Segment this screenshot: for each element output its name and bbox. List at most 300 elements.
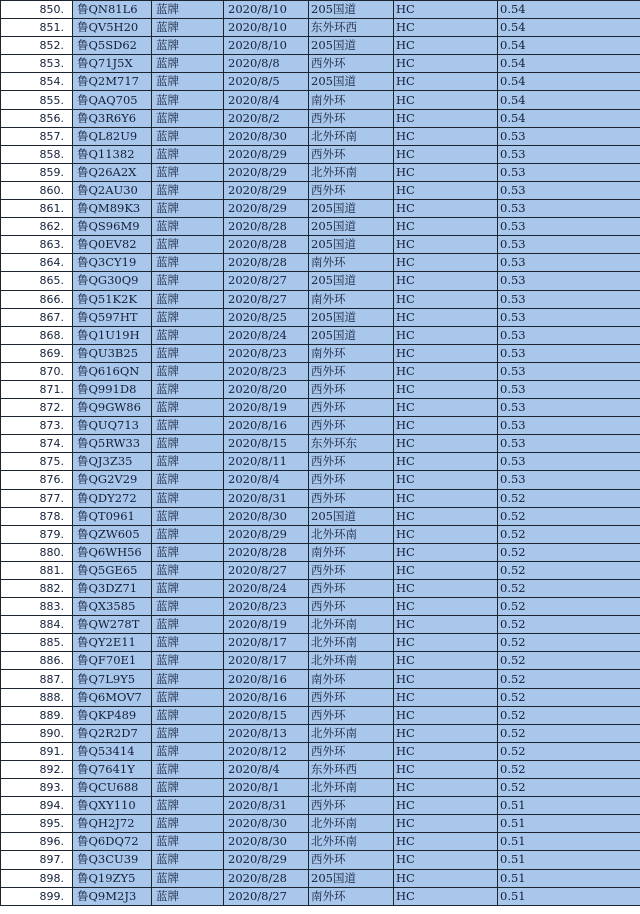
row-number-cell: 854. [1, 73, 73, 91]
row-number-cell: 874. [1, 435, 73, 453]
table-row [1, 362, 640, 380]
location-cell: 南外环 [309, 670, 394, 688]
plate-color-cell: 蓝牌 [152, 91, 224, 109]
measured-value-cell: 0.52 [498, 706, 640, 724]
record-date-cell: 2020/8/17 [224, 634, 309, 652]
pollutant-cell: HC [394, 73, 498, 91]
plate-number-cell: 鲁Q1U19H [73, 326, 152, 344]
measured-value-cell: 0.51 [498, 851, 640, 869]
pollutant-cell: HC [394, 272, 498, 290]
record-date-cell: 2020/8/10 [224, 1, 309, 19]
row-number-cell: 888. [1, 688, 73, 706]
table-row [1, 1, 640, 19]
table-row [1, 887, 640, 905]
table-row [1, 163, 640, 181]
plate-number-cell: 鲁QDY272 [73, 489, 152, 507]
measured-value-cell: 0.52 [498, 652, 640, 670]
measured-value-cell: 0.52 [498, 688, 640, 706]
record-date-cell: 2020/8/25 [224, 308, 309, 326]
measured-value-cell: 0.52 [498, 670, 640, 688]
pollutant-cell: HC [394, 580, 498, 598]
table-row [1, 37, 640, 55]
record-date-cell: 2020/8/27 [224, 561, 309, 579]
plate-number-cell: 鲁Q2AU30 [73, 181, 152, 199]
plate-color-cell: 蓝牌 [152, 109, 224, 127]
plate-number-cell: 鲁QT0961 [73, 507, 152, 525]
row-number-cell: 881. [1, 561, 73, 579]
location-cell: 北外环南 [309, 815, 394, 833]
table-row [1, 236, 640, 254]
location-cell: 205国道 [309, 326, 394, 344]
row-number-cell: 866. [1, 290, 73, 308]
location-cell: 北外环南 [309, 163, 394, 181]
plate-number-cell: 鲁Q3CU39 [73, 851, 152, 869]
location-cell: 南外环 [309, 344, 394, 362]
plate-color-cell: 蓝牌 [152, 127, 224, 145]
plate-color-cell: 蓝牌 [152, 670, 224, 688]
plate-number-cell: 鲁Q6DQ72 [73, 833, 152, 851]
record-date-cell: 2020/8/4 [224, 91, 309, 109]
pollutant-cell: HC [394, 833, 498, 851]
record-date-cell: 2020/8/30 [224, 127, 309, 145]
measured-value-cell: 0.54 [498, 1, 640, 19]
plate-color-cell: 蓝牌 [152, 417, 224, 435]
table-row [1, 417, 640, 435]
plate-number-cell: 鲁QF70E1 [73, 652, 152, 670]
table-row [1, 308, 640, 326]
plate-color-cell: 蓝牌 [152, 779, 224, 797]
pollutant-cell: HC [394, 344, 498, 362]
measured-value-cell: 0.53 [498, 127, 640, 145]
record-date-cell: 2020/8/29 [224, 163, 309, 181]
row-number-cell: 887. [1, 670, 73, 688]
plate-color-cell: 蓝牌 [152, 887, 224, 905]
location-cell: 西外环 [309, 471, 394, 489]
table-row [1, 453, 640, 471]
record-date-cell: 2020/8/16 [224, 670, 309, 688]
measured-value-cell: 0.53 [498, 236, 640, 254]
pollutant-cell: HC [394, 145, 498, 163]
pollutant-cell: HC [394, 851, 498, 869]
measured-value-cell: 0.52 [498, 598, 640, 616]
measured-value-cell: 0.53 [498, 181, 640, 199]
plate-color-cell: 蓝牌 [152, 73, 224, 91]
pollutant-cell: HC [394, 435, 498, 453]
table-row [1, 598, 640, 616]
measured-value-cell: 0.51 [498, 869, 640, 887]
record-date-cell: 2020/8/24 [224, 326, 309, 344]
row-number-cell: 853. [1, 55, 73, 73]
table-row [1, 561, 640, 579]
plate-number-cell: 鲁QG2V29 [73, 471, 152, 489]
pollutant-cell: HC [394, 109, 498, 127]
record-date-cell: 2020/8/28 [224, 543, 309, 561]
table-row [1, 200, 640, 218]
plate-color-cell: 蓝牌 [152, 507, 224, 525]
pollutant-cell: HC [394, 399, 498, 417]
plate-color-cell: 蓝牌 [152, 326, 224, 344]
table-row [1, 634, 640, 652]
measured-value-cell: 0.53 [498, 344, 640, 362]
location-cell: 205国道 [309, 308, 394, 326]
measured-value-cell: 0.53 [498, 200, 640, 218]
record-date-cell: 2020/8/27 [224, 887, 309, 905]
measured-value-cell: 0.53 [498, 326, 640, 344]
table-row [1, 55, 640, 73]
location-cell: 西外环 [309, 688, 394, 706]
row-number-cell: 857. [1, 127, 73, 145]
record-date-cell: 2020/8/16 [224, 688, 309, 706]
location-cell: 北外环南 [309, 779, 394, 797]
table-row [1, 145, 640, 163]
location-cell: 西外环 [309, 109, 394, 127]
location-cell: 东外环西 [309, 19, 394, 37]
row-number-cell: 889. [1, 706, 73, 724]
plate-number-cell: 鲁Q616QN [73, 362, 152, 380]
table-row [1, 435, 640, 453]
pollutant-cell: HC [394, 91, 498, 109]
measured-value-cell: 0.52 [498, 779, 640, 797]
measured-value-cell: 0.53 [498, 453, 640, 471]
measured-value-cell: 0.53 [498, 471, 640, 489]
location-cell: 西外环 [309, 598, 394, 616]
plate-number-cell: 鲁Q597HT [73, 308, 152, 326]
plate-color-cell: 蓝牌 [152, 706, 224, 724]
table-row [1, 724, 640, 742]
measured-value-cell: 0.53 [498, 362, 640, 380]
pollutant-cell: HC [394, 55, 498, 73]
row-number-cell: 872. [1, 399, 73, 417]
plate-color-cell: 蓝牌 [152, 688, 224, 706]
plate-number-cell: 鲁QW278T [73, 616, 152, 634]
plate-color-cell: 蓝牌 [152, 163, 224, 181]
plate-color-cell: 蓝牌 [152, 453, 224, 471]
table-row [1, 525, 640, 543]
location-cell: 西外环 [309, 742, 394, 760]
row-number-cell: 878. [1, 507, 73, 525]
measured-value-cell: 0.54 [498, 37, 640, 55]
pollutant-cell: HC [394, 254, 498, 272]
location-cell: 西外环 [309, 362, 394, 380]
table-row [1, 109, 640, 127]
measured-value-cell: 0.54 [498, 109, 640, 127]
plate-number-cell: 鲁QU3B25 [73, 344, 152, 362]
record-date-cell: 2020/8/31 [224, 489, 309, 507]
plate-color-cell: 蓝牌 [152, 815, 224, 833]
plate-color-cell: 蓝牌 [152, 435, 224, 453]
measured-value-cell: 0.51 [498, 887, 640, 905]
row-number-cell: 862. [1, 218, 73, 236]
location-cell: 西外环 [309, 55, 394, 73]
plate-color-cell: 蓝牌 [152, 55, 224, 73]
table-row [1, 580, 640, 598]
measured-value-cell: 0.53 [498, 218, 640, 236]
row-number-cell: 855. [1, 91, 73, 109]
location-cell: 205国道 [309, 869, 394, 887]
measured-value-cell: 0.52 [498, 489, 640, 507]
record-date-cell: 2020/8/29 [224, 181, 309, 199]
row-number-cell: 856. [1, 109, 73, 127]
measured-value-cell: 0.51 [498, 797, 640, 815]
table-row [1, 127, 640, 145]
plate-color-cell: 蓝牌 [152, 200, 224, 218]
table-row [1, 73, 640, 91]
plate-number-cell: 鲁Q7L9Y5 [73, 670, 152, 688]
plate-color-cell: 蓝牌 [152, 561, 224, 579]
record-date-cell: 2020/8/27 [224, 290, 309, 308]
row-number-cell: 879. [1, 525, 73, 543]
location-cell: 北外环南 [309, 724, 394, 742]
plate-color-cell: 蓝牌 [152, 851, 224, 869]
measured-value-cell: 0.53 [498, 254, 640, 272]
location-cell: 西外环 [309, 489, 394, 507]
plate-color-cell: 蓝牌 [152, 181, 224, 199]
location-cell: 南外环 [309, 290, 394, 308]
record-date-cell: 2020/8/8 [224, 55, 309, 73]
plate-number-cell: 鲁Q11382 [73, 145, 152, 163]
record-date-cell: 2020/8/30 [224, 815, 309, 833]
plate-color-cell: 蓝牌 [152, 797, 224, 815]
plate-color-cell: 蓝牌 [152, 869, 224, 887]
row-number-cell: 868. [1, 326, 73, 344]
table-row [1, 471, 640, 489]
table-row [1, 815, 640, 833]
location-cell: 西外环 [309, 561, 394, 579]
plate-color-cell: 蓝牌 [152, 145, 224, 163]
plate-number-cell: 鲁Q6MOV7 [73, 688, 152, 706]
row-number-cell: 892. [1, 760, 73, 778]
plate-number-cell: 鲁Q3CY19 [73, 254, 152, 272]
plate-number-cell: 鲁Q3DZ71 [73, 580, 152, 598]
plate-color-cell: 蓝牌 [152, 218, 224, 236]
plate-color-cell: 蓝牌 [152, 543, 224, 561]
location-cell: 西外环 [309, 181, 394, 199]
plate-number-cell: 鲁Q53414 [73, 742, 152, 760]
row-number-cell: 867. [1, 308, 73, 326]
pollutant-cell: HC [394, 417, 498, 435]
plate-color-cell: 蓝牌 [152, 724, 224, 742]
measured-value-cell: 0.52 [498, 742, 640, 760]
pollutant-cell: HC [394, 525, 498, 543]
plate-number-cell: 鲁QZW605 [73, 525, 152, 543]
plate-number-cell: 鲁QX3585 [73, 598, 152, 616]
measured-value-cell: 0.53 [498, 163, 640, 181]
row-number-cell: 859. [1, 163, 73, 181]
pollutant-cell: HC [394, 326, 498, 344]
row-number-cell: 890. [1, 724, 73, 742]
record-date-cell: 2020/8/28 [224, 254, 309, 272]
record-date-cell: 2020/8/30 [224, 507, 309, 525]
table-row [1, 181, 640, 199]
pollutant-cell: HC [394, 453, 498, 471]
location-cell: 南外环 [309, 91, 394, 109]
record-date-cell: 2020/8/2 [224, 109, 309, 127]
plate-number-cell: 鲁Q9GW86 [73, 399, 152, 417]
row-number-cell: 875. [1, 453, 73, 471]
plate-color-cell: 蓝牌 [152, 1, 224, 19]
record-date-cell: 2020/8/27 [224, 272, 309, 290]
pollutant-cell: HC [394, 236, 498, 254]
plate-color-cell: 蓝牌 [152, 380, 224, 398]
measured-value-cell: 0.54 [498, 55, 640, 73]
plate-color-cell: 蓝牌 [152, 634, 224, 652]
row-number-cell: 877. [1, 489, 73, 507]
measured-value-cell: 0.52 [498, 525, 640, 543]
plate-number-cell: 鲁QN81L6 [73, 1, 152, 19]
pollutant-cell: HC [394, 290, 498, 308]
row-number-cell: 882. [1, 580, 73, 598]
row-number-cell: 876. [1, 471, 73, 489]
plate-color-cell: 蓝牌 [152, 37, 224, 55]
location-cell: 205国道 [309, 218, 394, 236]
pollutant-cell: HC [394, 887, 498, 905]
plate-number-cell: 鲁Q0EV82 [73, 236, 152, 254]
record-date-cell: 2020/8/28 [224, 869, 309, 887]
measured-value-cell: 0.52 [498, 561, 640, 579]
pollutant-cell: HC [394, 724, 498, 742]
table-row [1, 380, 640, 398]
table-row [1, 91, 640, 109]
row-number-cell: 883. [1, 598, 73, 616]
row-number-cell: 894. [1, 797, 73, 815]
plate-number-cell: 鲁QXY110 [73, 797, 152, 815]
plate-number-cell: 鲁QKP489 [73, 706, 152, 724]
location-cell: 北外环南 [309, 833, 394, 851]
pollutant-cell: HC [394, 200, 498, 218]
pollutant-cell: HC [394, 634, 498, 652]
pollutant-cell: HC [394, 218, 498, 236]
table-row [1, 344, 640, 362]
plate-color-cell: 蓝牌 [152, 308, 224, 326]
pollutant-cell: HC [394, 616, 498, 634]
location-cell: 北外环南 [309, 127, 394, 145]
pollutant-cell: HC [394, 37, 498, 55]
plate-color-cell: 蓝牌 [152, 652, 224, 670]
measured-value-cell: 0.52 [498, 580, 640, 598]
record-date-cell: 2020/8/4 [224, 471, 309, 489]
pollutant-cell: HC [394, 181, 498, 199]
plate-number-cell: 鲁Q19ZY5 [73, 869, 152, 887]
location-cell: 西外环 [309, 380, 394, 398]
pollutant-cell: HC [394, 688, 498, 706]
record-date-cell: 2020/8/12 [224, 742, 309, 760]
location-cell: 北外环南 [309, 652, 394, 670]
row-number-cell: 886. [1, 652, 73, 670]
measured-value-cell: 0.51 [498, 833, 640, 851]
row-number-cell: 893. [1, 779, 73, 797]
location-cell: 205国道 [309, 507, 394, 525]
pollutant-cell: HC [394, 1, 498, 19]
record-date-cell: 2020/8/29 [224, 525, 309, 543]
pollutant-cell: HC [394, 19, 498, 37]
table-row [1, 670, 640, 688]
record-date-cell: 2020/8/19 [224, 616, 309, 634]
plate-number-cell: 鲁Q71J5X [73, 55, 152, 73]
plate-number-cell: 鲁Q5RW33 [73, 435, 152, 453]
pollutant-cell: HC [394, 652, 498, 670]
row-number-cell: 885. [1, 634, 73, 652]
plate-number-cell: 鲁Q2R2D7 [73, 724, 152, 742]
plate-color-cell: 蓝牌 [152, 598, 224, 616]
record-date-cell: 2020/8/10 [224, 19, 309, 37]
row-number-cell: 898. [1, 869, 73, 887]
pollutant-cell: HC [394, 742, 498, 760]
table-row [1, 543, 640, 561]
record-date-cell: 2020/8/28 [224, 218, 309, 236]
measured-value-cell: 0.53 [498, 272, 640, 290]
plate-color-cell: 蓝牌 [152, 399, 224, 417]
plate-number-cell: 鲁QV5H20 [73, 19, 152, 37]
row-number-cell: 851. [1, 19, 73, 37]
plate-color-cell: 蓝牌 [152, 760, 224, 778]
measured-value-cell: 0.52 [498, 543, 640, 561]
location-cell: 西外环 [309, 145, 394, 163]
pollutant-cell: HC [394, 779, 498, 797]
pollutant-cell: HC [394, 507, 498, 525]
measured-value-cell: 0.54 [498, 91, 640, 109]
table-row [1, 688, 640, 706]
location-cell: 北外环南 [309, 616, 394, 634]
row-number-cell: 891. [1, 742, 73, 760]
table-row [1, 489, 640, 507]
row-number-cell: 870. [1, 362, 73, 380]
record-date-cell: 2020/8/15 [224, 435, 309, 453]
measured-value-cell: 0.52 [498, 634, 640, 652]
measured-value-cell: 0.52 [498, 507, 640, 525]
row-number-cell: 899. [1, 887, 73, 905]
measured-value-cell: 0.54 [498, 19, 640, 37]
location-cell: 北外环南 [309, 634, 394, 652]
location-cell: 205国道 [309, 272, 394, 290]
plate-number-cell: 鲁QCU688 [73, 779, 152, 797]
table-row [1, 851, 640, 869]
measured-value-cell: 0.52 [498, 616, 640, 634]
plate-color-cell: 蓝牌 [152, 290, 224, 308]
table-row [1, 616, 640, 634]
table-row [1, 272, 640, 290]
plate-color-cell: 蓝牌 [152, 580, 224, 598]
plate-number-cell: 鲁QY2E11 [73, 634, 152, 652]
location-cell: 西外环 [309, 399, 394, 417]
location-cell: 南外环 [309, 887, 394, 905]
row-number-cell: 861. [1, 200, 73, 218]
table-row [1, 326, 640, 344]
plate-color-cell: 蓝牌 [152, 616, 224, 634]
pollutant-cell: HC [394, 362, 498, 380]
plate-color-cell: 蓝牌 [152, 489, 224, 507]
plate-color-cell: 蓝牌 [152, 362, 224, 380]
plate-color-cell: 蓝牌 [152, 742, 224, 760]
pollutant-cell: HC [394, 760, 498, 778]
pollutant-cell: HC [394, 561, 498, 579]
table-row [1, 779, 640, 797]
record-date-cell: 2020/8/10 [224, 37, 309, 55]
plate-color-cell: 蓝牌 [152, 236, 224, 254]
measured-value-cell: 0.53 [498, 399, 640, 417]
measured-value-cell: 0.54 [498, 73, 640, 91]
row-number-cell: 880. [1, 543, 73, 561]
table-row [1, 797, 640, 815]
location-cell: 西外环 [309, 797, 394, 815]
plate-number-cell: 鲁QM89K3 [73, 200, 152, 218]
plate-number-cell: 鲁Q26A2X [73, 163, 152, 181]
row-number-cell: 850. [1, 1, 73, 19]
table-row [1, 290, 640, 308]
table-row [1, 19, 640, 37]
measured-value-cell: 0.53 [498, 417, 640, 435]
pollutant-cell: HC [394, 815, 498, 833]
plate-number-cell: 鲁Q5GE65 [73, 561, 152, 579]
